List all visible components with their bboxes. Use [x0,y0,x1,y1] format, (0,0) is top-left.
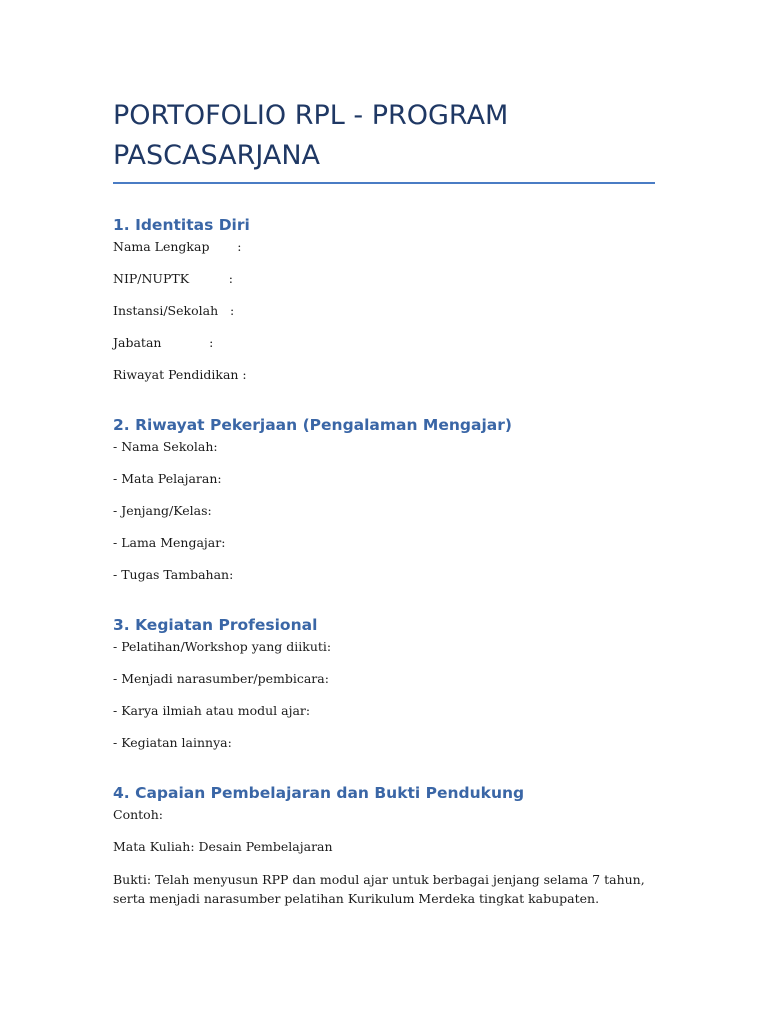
evidence-paragraph: Bukti: Telah menyusun RPP dan modul ajar untuk berbagai jenjang selama 7 tahun, serta menjadi narasumber pelatihan Kurikulum Merdeka tingkat kabupaten. [113,872,645,906]
list-item: - Tugas Tambahan: [113,567,234,582]
document-page [113,96,655,908]
list-item: - Pelatihan/Workshop yang diikuti: [113,639,332,654]
list-item: - Mata Pelajaran: [113,471,222,486]
section-heading: 1. Identitas Diri [113,216,250,234]
section-capaian-pembelajaran [113,782,655,908]
title-divider [113,182,655,184]
section-kegiatan-profesional [113,614,655,752]
section-identitas-diri [113,214,655,384]
list-item: - Karya ilmiah atau modul ajar: [113,703,311,718]
section-heading: 2. Riwayat Pekerjaan (Pengalaman Mengajar) [113,416,512,434]
section-heading: 4. Capaian Pembelajaran dan Bukti Pendukung [113,784,525,802]
title-line-2: PASCASARJANA [113,140,320,171]
document-title [113,96,655,176]
field-instansi-sekolah: Instansi/Sekolah : [113,303,235,318]
field-nip-nuptk: NIP/NUPTK : [113,271,234,286]
course-name: Mata Kuliah: Desain Pembelajaran [113,839,333,854]
list-item: - Nama Sekolah: [113,439,218,454]
section-heading: 3. Kegiatan Profesional [113,616,318,634]
list-item: - Jenjang/Kelas: [113,503,212,518]
example-label: Contoh: [113,807,163,822]
list-item: - Lama Mengajar: [113,535,226,550]
field-riwayat-pendidikan: Riwayat Pendidikan : [113,367,247,382]
list-item: - Menjadi narasumber/pembicara: [113,671,329,686]
field-nama-lengkap: Nama Lengkap : [113,239,242,254]
list-item: - Kegiatan lainnya: [113,735,232,750]
title-line-1: PORTOFOLIO RPL - PROGRAM [113,100,509,131]
field-jabatan: Jabatan : [113,335,214,350]
section-riwayat-pekerjaan [113,414,655,584]
